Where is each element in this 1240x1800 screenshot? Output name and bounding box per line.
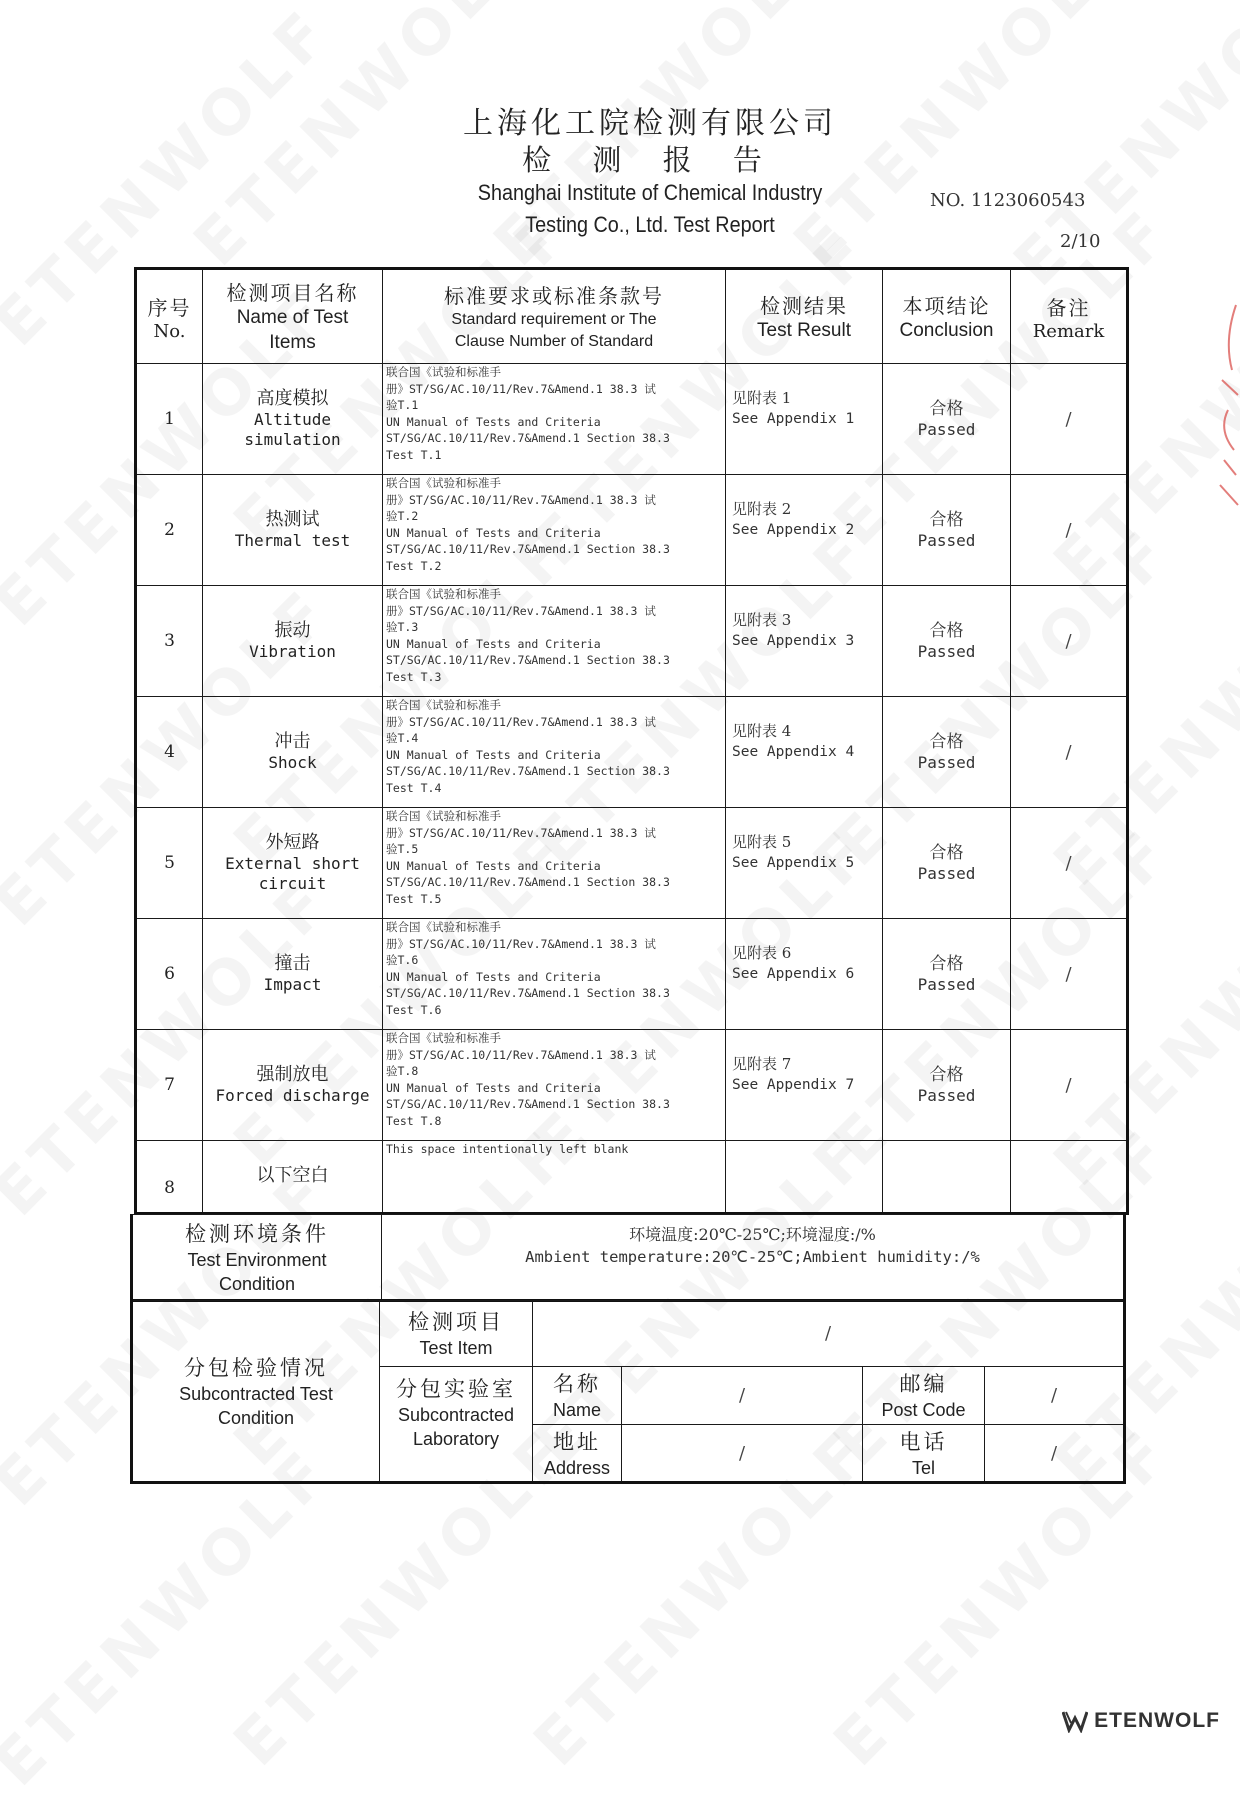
table-row <box>136 586 1128 697</box>
table-row <box>136 697 1128 808</box>
test-item-name-en: Forced discharge <box>215 1086 370 1106</box>
header-result: 检测结果 Test Result <box>726 269 883 364</box>
row-number: 8 <box>136 1141 203 1214</box>
standard-line: ST/SG/AC.10/11/Rev.7&Amend.1 Section 38.3 <box>386 431 670 445</box>
conclusion <box>883 1030 1011 1141</box>
page-number: 2/10 <box>1060 231 1101 252</box>
blank-row <box>136 1141 1128 1214</box>
environment-table <box>130 1214 1126 1302</box>
test-result-en: See Appendix 6 <box>732 966 855 982</box>
standard-line: 册》ST/SG/AC.10/11/Rev.7&Amend.1 38.3 试 <box>386 936 656 951</box>
standard-line: 验T.6 <box>386 953 419 967</box>
test-result-cn: 见附表 4 <box>732 722 792 740</box>
test-result-en: See Appendix 1 <box>732 411 855 427</box>
conclusion-en: Passed <box>917 752 976 772</box>
standard-requirement <box>383 808 726 919</box>
standard-line: Test T.1 <box>386 447 442 462</box>
conclusion-cn: 合格 <box>929 1064 964 1085</box>
test-item-name-cn: 冲击 <box>274 730 311 752</box>
blank-row-standard: This space intentionally left blank <box>383 1141 726 1214</box>
test-result-cn: 见附表 2 <box>732 500 792 518</box>
standard-line: 联合国《试验和标准手 <box>386 920 501 934</box>
table-row <box>136 919 1128 1030</box>
remark: / <box>1011 475 1128 586</box>
conclusion-cn: 合格 <box>929 620 964 641</box>
conclusion <box>883 919 1011 1030</box>
test-result-en: See Appendix 4 <box>732 744 855 760</box>
standard-line: ST/SG/AC.10/11/Rev.7&Amend.1 Section 38.3 <box>386 875 670 889</box>
conclusion <box>883 697 1011 808</box>
table-row <box>136 364 1128 475</box>
test-result-en: See Appendix 7 <box>732 1077 855 1093</box>
conclusion-en: Passed <box>917 974 976 994</box>
standard-requirement <box>383 364 726 475</box>
blank-row-label: 以下空白 <box>203 1141 383 1214</box>
standard-line: 联合国《试验和标准手 <box>386 1031 501 1045</box>
row-number: 1 <box>136 364 203 475</box>
environment-label: 检测环境条件 Test Environment Condition <box>132 1215 382 1301</box>
test-item-name-en: Thermal test <box>234 531 351 551</box>
standard-line: Test T.6 <box>386 1002 442 1017</box>
table-row <box>136 808 1128 919</box>
tel-value: / <box>985 1425 1125 1483</box>
conclusion-en: Passed <box>917 419 976 439</box>
conclusion <box>883 586 1011 697</box>
company-name: 上海化工院检测有限公司 <box>463 106 837 141</box>
remark: / <box>1011 919 1128 1030</box>
post-code-value: / <box>985 1367 1125 1425</box>
standard-line: 册》ST/SG/AC.10/11/Rev.7&Amend.1 38.3 试 <box>386 603 656 618</box>
test-item-name <box>203 919 383 1030</box>
standard-line: 联合国《试验和标准手 <box>386 809 501 823</box>
row-number: 6 <box>136 919 203 1030</box>
subcontract-table <box>130 1300 1126 1484</box>
test-item-name-en: Altitude simulation <box>244 410 341 450</box>
conclusion-cn: 合格 <box>929 509 964 530</box>
standard-line: 联合国《试验和标准手 <box>386 587 501 601</box>
standard-line: 验T.8 <box>386 1064 419 1078</box>
standard-line: 验T.1 <box>386 398 419 412</box>
subcontracted-lab-label: 分包实验室 Subcontracted Laboratory <box>380 1367 533 1483</box>
remark: / <box>1011 697 1128 808</box>
table-body <box>136 364 1128 1141</box>
environment-value: 环境温度:20℃-25℃;环境湿度:/% Ambient temperature:20℃-25℃;Ambient humidity:/% <box>382 1215 1125 1301</box>
conclusion-cn: 合格 <box>929 731 964 752</box>
remark: / <box>1011 364 1128 475</box>
conclusion <box>883 808 1011 919</box>
test-result <box>726 919 883 1030</box>
table-row <box>136 1030 1128 1141</box>
standard-requirement <box>383 1030 726 1141</box>
watermark-text <box>999 0 1240 300</box>
remark: / <box>1011 1030 1128 1141</box>
standard-line: 册》ST/SG/AC.10/11/Rev.7&Amend.1 38.3 试 <box>386 381 656 396</box>
test-item-name-cn: 高度模拟 <box>256 387 329 409</box>
tel-label: 电话 Tel <box>863 1425 985 1483</box>
watermark-text <box>0 1433 346 1800</box>
standard-requirement <box>383 919 726 1030</box>
standard-line: 验T.3 <box>386 620 419 634</box>
post-code-label: 邮编 Post Code <box>863 1367 985 1425</box>
test-results-table <box>134 267 1129 1215</box>
footer-brand: ETENWOLF <box>1094 1709 1220 1732</box>
test-result-en: See Appendix 5 <box>732 855 855 871</box>
blank-cell <box>726 1141 883 1214</box>
standard-line: UN Manual of Tests and Criteria <box>386 858 601 873</box>
test-item-name <box>203 1030 383 1141</box>
report-number: NO. 1123060543 <box>930 190 1086 211</box>
header-no: 序号 No. <box>136 269 203 364</box>
etenwolf-footer-logo <box>1062 1709 1220 1733</box>
conclusion <box>883 475 1011 586</box>
test-item-name <box>203 364 383 475</box>
english-title-line1: Shanghai Institute of Chemical Industry <box>477 180 823 205</box>
test-result-en: See Appendix 3 <box>732 633 855 649</box>
test-result <box>726 808 883 919</box>
standard-line: 册》ST/SG/AC.10/11/Rev.7&Amend.1 38.3 试 <box>386 1047 656 1062</box>
header-standard: 标准要求或标准条款号 Standard requirement or The Clause Number of Standard <box>383 269 726 364</box>
standard-line: Test T.5 <box>386 891 442 906</box>
subcontract-label: 分包检验情况 Subcontracted Test Condition <box>132 1301 380 1483</box>
standard-line: Test T.3 <box>386 669 442 684</box>
conclusion <box>883 364 1011 475</box>
header-remark: 备注 Remark <box>1011 269 1128 364</box>
standard-requirement <box>383 475 726 586</box>
standard-line: UN Manual of Tests and Criteria <box>386 414 601 429</box>
test-item-name <box>203 808 383 919</box>
test-item-name-cn: 强制放电 <box>256 1063 329 1085</box>
test-item-name-en: Impact <box>263 975 322 995</box>
name-label: 名称 Name <box>533 1367 622 1425</box>
test-result <box>726 364 883 475</box>
standard-line: 验T.2 <box>386 509 419 523</box>
test-result <box>726 697 883 808</box>
test-item-name-en: Vibration <box>249 642 336 662</box>
standard-line: Test T.8 <box>386 1113 442 1128</box>
remark: / <box>1011 808 1128 919</box>
conclusion-cn: 合格 <box>929 953 964 974</box>
standard-line: 册》ST/SG/AC.10/11/Rev.7&Amend.1 38.3 试 <box>386 714 656 729</box>
row-number: 5 <box>136 808 203 919</box>
subcontract-item-row <box>132 1301 1125 1367</box>
table-row <box>136 475 1128 586</box>
standard-requirement <box>383 697 726 808</box>
address-value: / <box>622 1425 863 1483</box>
header-conclusion: 本项结论 Conclusion <box>883 269 1011 364</box>
test-result <box>726 1030 883 1141</box>
standard-line: UN Manual of Tests and Criteria <box>386 525 601 540</box>
blank-cell <box>1011 1141 1128 1214</box>
standard-line: 册》ST/SG/AC.10/11/Rev.7&Amend.1 38.3 试 <box>386 825 656 840</box>
test-item-name-cn: 外短路 <box>265 831 320 853</box>
conclusion-en: Passed <box>917 1085 976 1105</box>
name-value: / <box>622 1367 863 1425</box>
test-item-name <box>203 697 383 808</box>
blank-cell <box>883 1141 1011 1214</box>
header-test-name: 检测项目名称 Name of Test Items <box>203 269 383 364</box>
standard-line: ST/SG/AC.10/11/Rev.7&Amend.1 Section 38.3 <box>386 986 670 1000</box>
standard-line: ST/SG/AC.10/11/Rev.7&Amend.1 Section 38.3 <box>386 542 670 556</box>
test-item-name-en: External short circuit <box>225 854 360 894</box>
test-result-cn: 见附表 7 <box>732 1055 792 1073</box>
red-seal-mark <box>1214 300 1240 510</box>
test-item-name <box>203 586 383 697</box>
standard-line: 联合国《试验和标准手 <box>386 365 501 379</box>
address-label: 地址 Address <box>533 1425 622 1483</box>
conclusion-cn: 合格 <box>929 398 964 419</box>
test-result-en: See Appendix 2 <box>732 522 855 538</box>
environment-row <box>132 1215 1125 1301</box>
standard-line: UN Manual of Tests and Criteria <box>386 1080 601 1095</box>
test-result-cn: 见附表 5 <box>732 833 792 851</box>
conclusion-cn: 合格 <box>929 842 964 863</box>
row-number: 4 <box>136 697 203 808</box>
test-result <box>726 475 883 586</box>
test-item-label: 检测项目 Test Item <box>380 1301 533 1367</box>
remark: / <box>1011 586 1128 697</box>
test-item-value: / <box>533 1301 1125 1367</box>
row-number: 3 <box>136 586 203 697</box>
etenwolf-logo-icon <box>1062 1709 1088 1733</box>
conclusion-en: Passed <box>917 641 976 661</box>
conclusion-en: Passed <box>917 863 976 883</box>
standard-line: 册》ST/SG/AC.10/11/Rev.7&Amend.1 38.3 试 <box>386 492 656 507</box>
row-number: 7 <box>136 1030 203 1141</box>
test-item-name-en: Shock <box>268 753 317 773</box>
standard-line: ST/SG/AC.10/11/Rev.7&Amend.1 Section 38.3 <box>386 653 670 667</box>
document-title: 检 测 报 告 <box>522 143 778 177</box>
standard-line: ST/SG/AC.10/11/Rev.7&Amend.1 Section 38.3 <box>386 1097 670 1111</box>
table-header-row <box>136 269 1128 364</box>
standard-line: 联合国《试验和标准手 <box>386 698 501 712</box>
standard-requirement <box>383 586 726 697</box>
test-result-cn: 见附表 3 <box>732 611 792 629</box>
standard-line: 联合国《试验和标准手 <box>386 476 501 490</box>
test-item-name-cn: 撞击 <box>274 952 311 974</box>
standard-line: Test T.4 <box>386 780 442 795</box>
test-result <box>726 586 883 697</box>
english-title-line2: Testing Co., Ltd. Test Report <box>525 212 775 237</box>
standard-line: ST/SG/AC.10/11/Rev.7&Amend.1 Section 38.3 <box>386 764 670 778</box>
test-result-cn: 见附表 6 <box>732 944 792 962</box>
standard-line: 验T.5 <box>386 842 419 856</box>
standard-line: UN Manual of Tests and Criteria <box>386 636 601 651</box>
conclusion-en: Passed <box>917 530 976 550</box>
standard-line: UN Manual of Tests and Criteria <box>386 747 601 762</box>
standard-line: 验T.4 <box>386 731 419 745</box>
test-item-name-cn: 热测试 <box>265 508 320 530</box>
standard-line: Test T.2 <box>386 558 442 573</box>
test-item-name <box>203 475 383 586</box>
standard-line: UN Manual of Tests and Criteria <box>386 969 601 984</box>
row-number: 2 <box>136 475 203 586</box>
test-item-name-cn: 振动 <box>274 619 311 641</box>
test-result-cn: 见附表 1 <box>732 389 792 407</box>
